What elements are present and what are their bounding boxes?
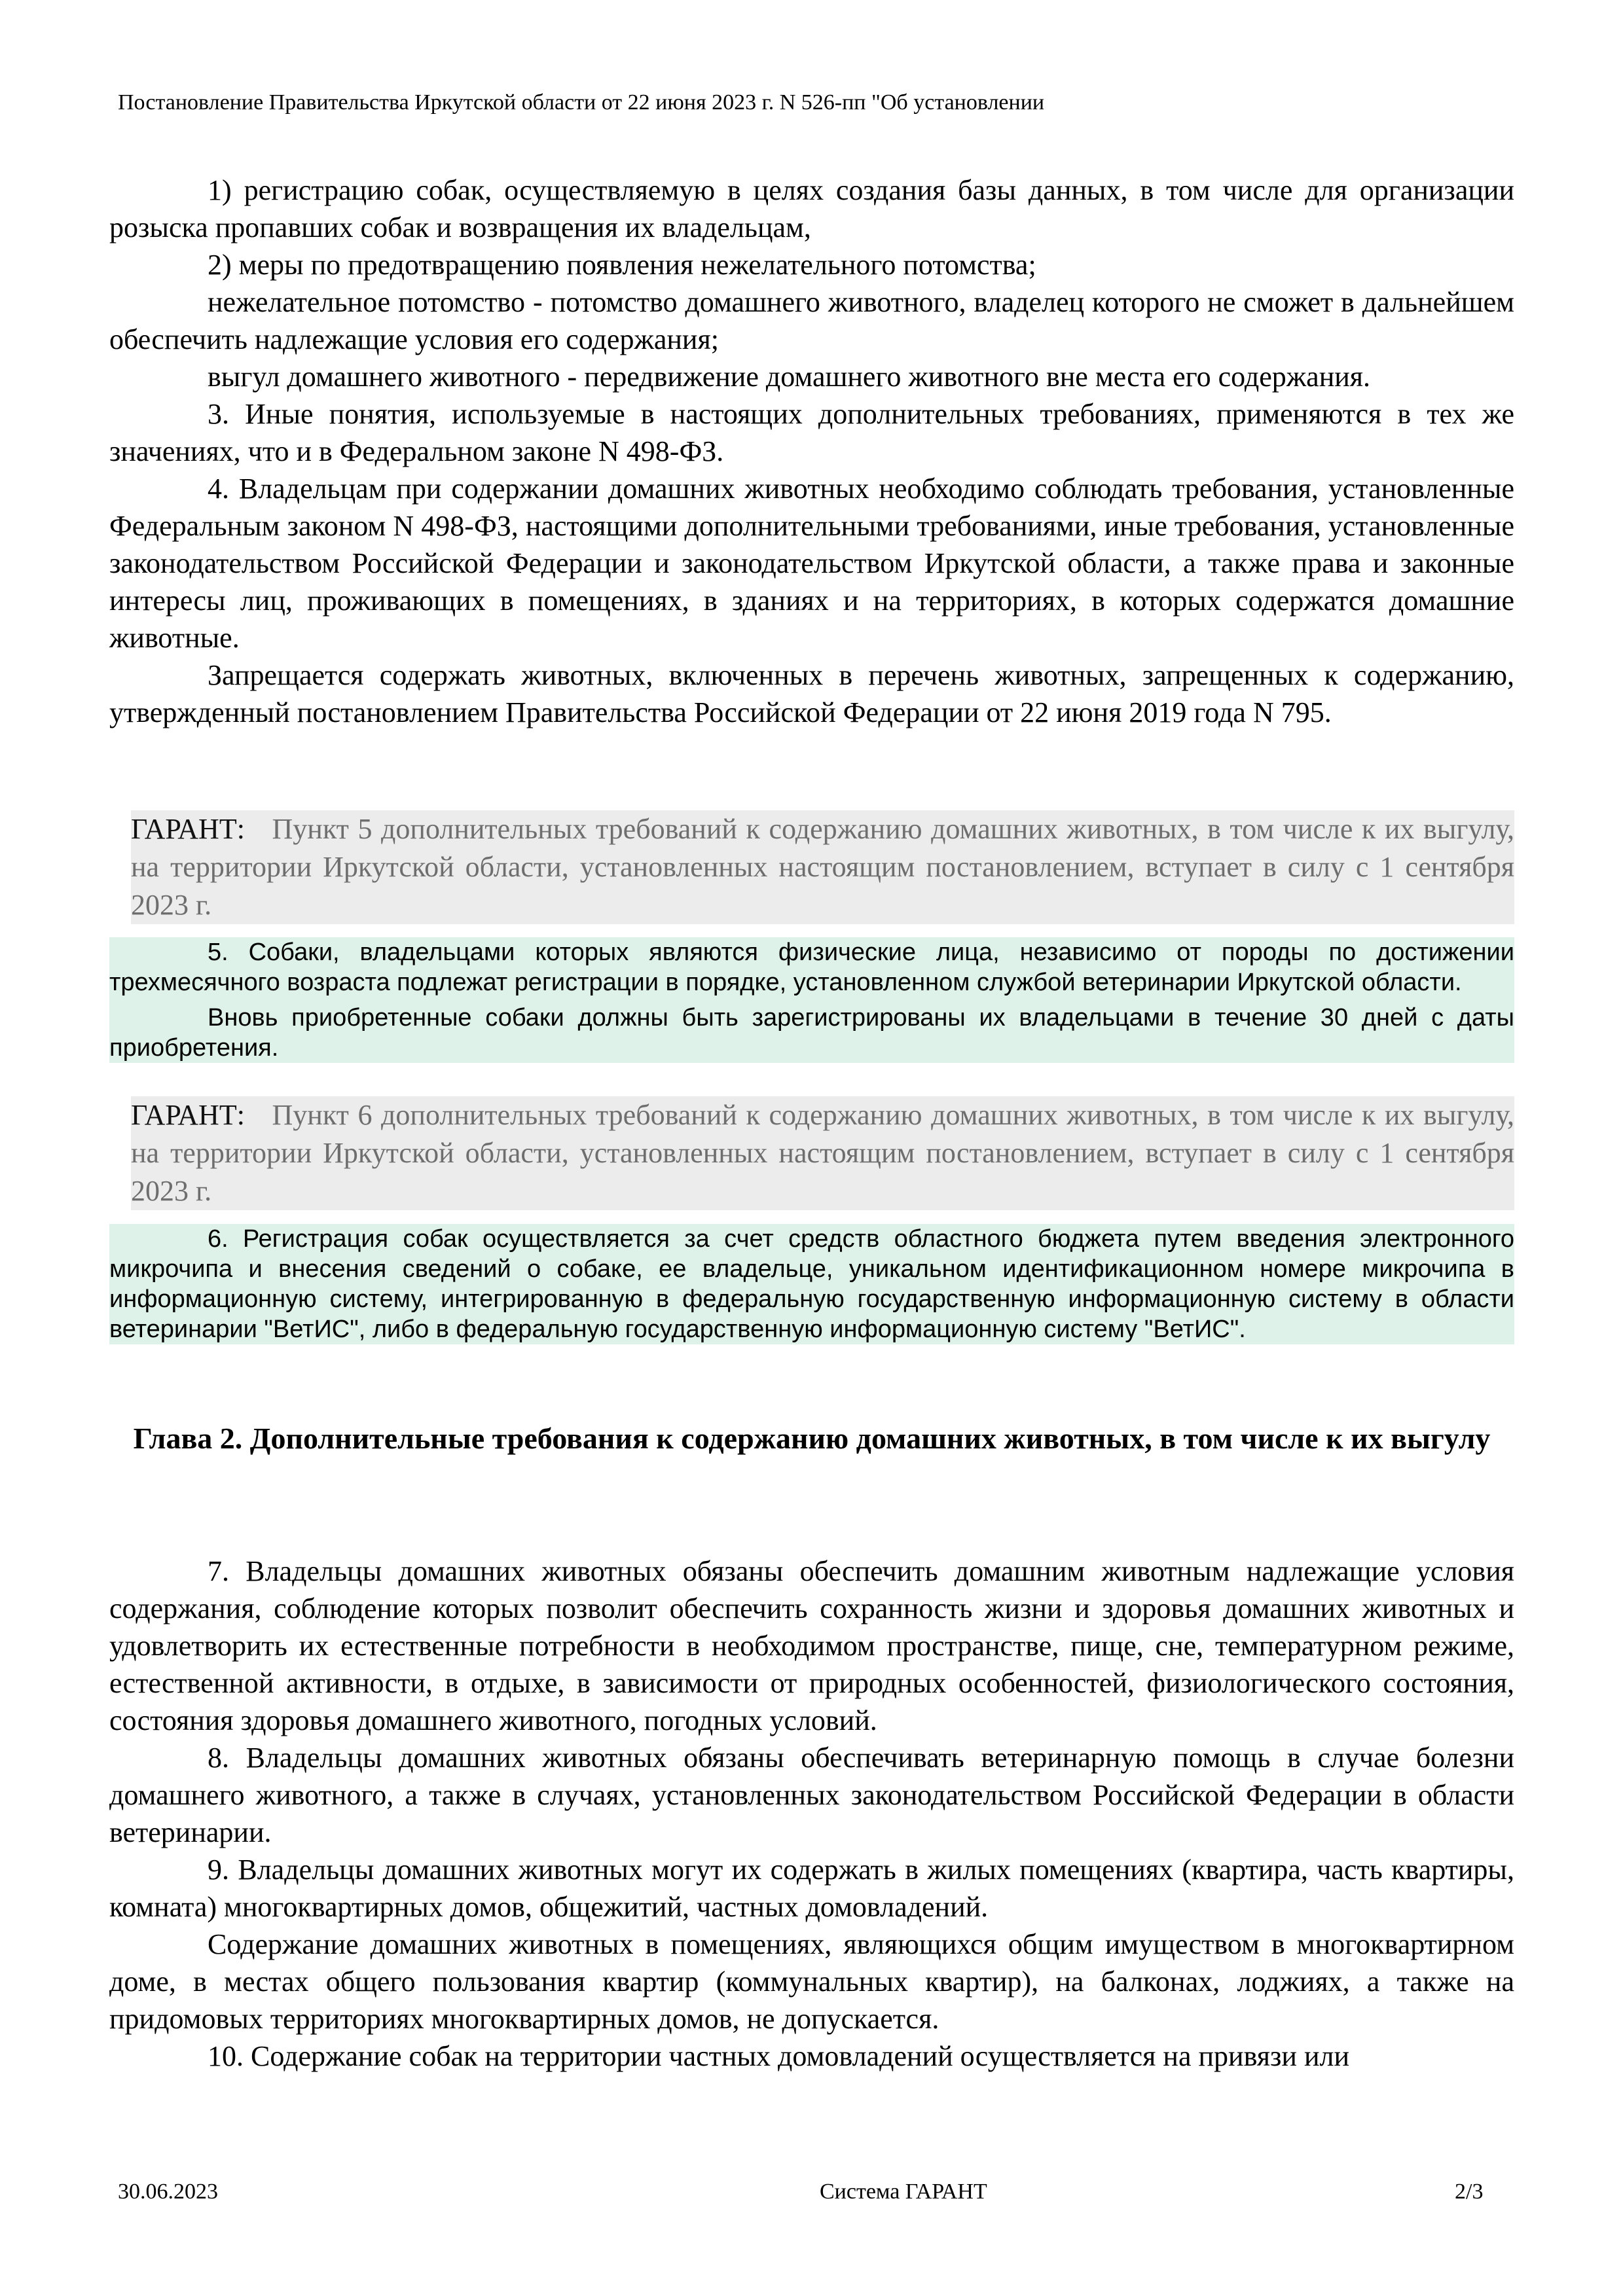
highlighted-section-1 — [109, 937, 1514, 1063]
paragraph: 1) регистрацию собак, осуществляемую в целях создания базы данных, в том числе для организации розыска пропавших собак и возвращения их владельцам, — [109, 174, 1514, 243]
garant-note-2 — [131, 1096, 1514, 1210]
paragraph: 5. Собаки, владельцами которых являются физические лица, независимо от породы по достижении трехмесячного возраста подлежат регистрации в порядке, установленном службой ветеринарии Иркутской области. — [109, 939, 1514, 996]
paragraph: 8. Владельцы домашних животных обязаны обеспечивать ветеринарную помощь в случае болезни домашнего животного, а также в случаях, установленных законодательством Российской Федерации в области ветеринарии. — [109, 1742, 1514, 1848]
garant-label: ГАРАНТ: — [131, 1099, 245, 1131]
chapter-heading: Глава 2. Дополнительные требования к содержанию домашних животных, в том числе к их выгулу — [133, 1422, 1491, 1455]
paragraph: 4. Владельцам при содержании домашних животных необходимо соблюдать требования, установленные Федеральным законом N 498-ФЗ, настоящими дополнительными требованиями, иные требования, установленные законодательством Российской Федерации и законодательством Иркутской области, а также права и законные интересы лиц, проживающих в помещениях, в зданиях и на территориях, в которых содержатся домашние животные. — [109, 473, 1514, 654]
paragraph: выгул домашнего животного - передвижение домашнего животного вне места его содержания. — [208, 361, 1371, 393]
paragraph: 10. Содержание собак на территории частных домовладений осуществляется на привязи или — [208, 2040, 1349, 2072]
text-block-1 — [109, 171, 1514, 731]
garant-label: ГАРАНТ: — [131, 813, 245, 845]
paragraph: 9. Владельцы домашних животных могут их содержать в жилых помещениях (квартира, часть квартиры, комната) многоквартирных домов, общежитий, частных домовладений. — [109, 1854, 1514, 1923]
paragraph: Вновь приобретенные собаки должны быть зарегистрированы их владельцами в течение 30 дней с даты приобретения. — [109, 1004, 1514, 1062]
garant-comment: Пункт 5 дополнительных требований к содержанию домашних животных, в том числе к их выгулу, на территории Иркутской области, установленных настоящим постановлением, вступает в силу с 1 сентября 2023 г. — [131, 813, 1515, 921]
paragraph: 7. Владельцы домашних животных обязаны обеспечить домашним животным надлежащие условия содержания, соблюдение которых позволит обеспечить сохранность жизни и здоровья домашних животных и удовлетворить их естественные потребности в необходимом пространстве, пище, сне, температурном режиме, естественной активности, в отдыхе, в зависимости от природных особенностей, физиологического состояния, состояния здоровья домашнего животного, погодных условий. — [109, 1555, 1514, 1736]
paragraph: 6. Регистрация собак осуществляется за счет средств областного бюджета путем введения электронного микрочипа и внесения сведений о собаке, ее владельце, уникальном идентификационном номере микрочипа в информационную систему, интегрированную в федеральную государственную информационную систему в области ветеринарии "ВетИС", либо в федеральную государственную информационную систему "ВетИС". — [109, 1225, 1514, 1343]
footer-page-number: 2/3 — [1455, 2179, 1484, 2204]
footer-date: 30.06.2023 — [118, 2179, 218, 2204]
highlighted-section-2 — [109, 1224, 1514, 1344]
garant-note-text — [131, 810, 1514, 924]
text-block-2 — [109, 1552, 1514, 2075]
page-header: Постановление Правительства Иркутской области от 22 июня 2023 г. N 526-пп "Об установлении — [118, 90, 1045, 115]
paragraph: Содержание домашних животных в помещениях, являющихся общим имуществом в многоквартирном доме, в местах общего пользования квартир (коммунальных квартир), на балконах, лоджиях, а также на придомовых территориях многоквартирных домов, не допускается. — [109, 1928, 1514, 2035]
paragraph: нежелательное потомство - потомство домашнего животного, владелец которого не сможет в дальнейшем обеспечить надлежащие условия его содержания; — [109, 286, 1514, 355]
footer-system: Система ГАРАНТ — [820, 2179, 987, 2204]
paragraph: Запрещается содержать животных, включенных в перечень животных, запрещенных к содержанию, утвержденный постановлением Правительства Российской Федерации от 22 июня 2019 года N 795. — [109, 659, 1514, 728]
garant-comment: Пункт 6 дополнительных требований к содержанию домашних животных, в том числе к их выгулу, на территории Иркутской области, установленных настоящим постановлением, вступает в силу с 1 сентября 2023 г. — [131, 1099, 1515, 1207]
garant-note-text — [131, 1096, 1514, 1210]
paragraph: 2) меры по предотвращению появления нежелательного потомства; — [208, 249, 1036, 281]
paragraph: 3. Иные понятия, используемые в настоящих дополнительных требованиях, применяются в тех же значениях, что и в Федеральном законе N 498-ФЗ. — [109, 398, 1514, 467]
garant-note-1 — [131, 810, 1514, 924]
